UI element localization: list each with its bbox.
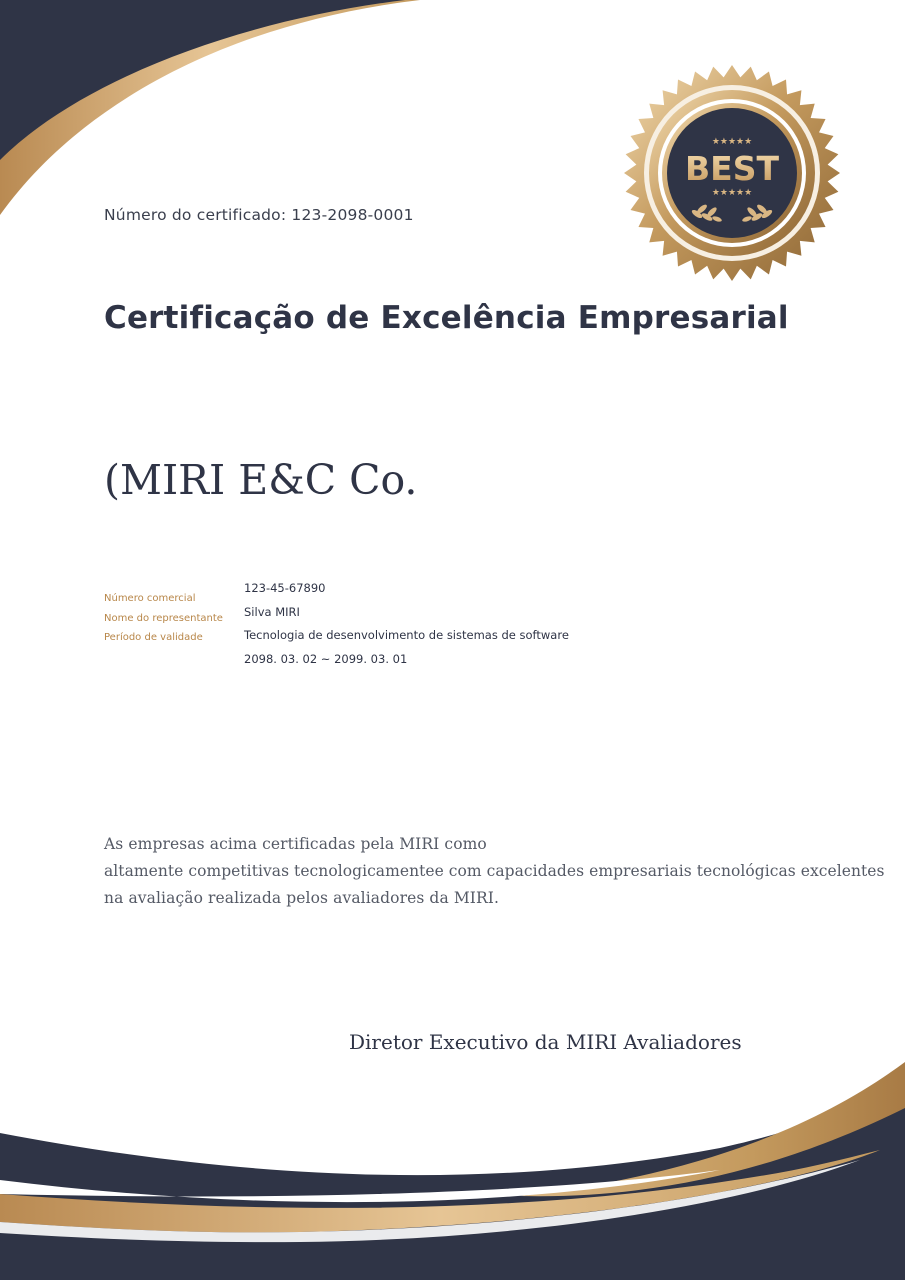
value-validity-dates: 2098. 03. 02 ~ 2099. 03. 01 [244,651,408,666]
label-validity-period: Período de validade [104,632,203,643]
value-business-field: Tecnologia de desenvolvimento de sistemas de software [244,628,569,642]
details-values [244,577,569,671]
description-line: altamente competitivas tecnologicamentee com capacidades empresariais tecnológicas excelentes [104,862,885,880]
value-commercial-number: 123-45-67890 [244,581,326,595]
certificate-title: Certificação de Excelência Empresarial [104,300,789,336]
label-commercial-number: Número comercial [104,593,196,604]
details-labels [104,589,223,648]
best-seal-badge [623,64,841,282]
seal-text: BEST [685,149,779,188]
seal-stars-bottom: ★★★★★ [711,188,753,198]
company-name: (MIRI E&C Co. [104,456,418,504]
label-representative-name: Nome do representante [104,612,223,624]
certificate-description [104,831,885,912]
certificate-number: Número do certificado: 123-2098-0001 [104,206,414,224]
description-line: na avaliação realizada pelos avaliadores da MIRI. [104,889,500,907]
description-line: As empresas acima certificadas pela MIRI como [104,835,487,853]
signature-line: Diretor Executivo da MIRI Avaliadores [349,1030,742,1054]
seal-stars-top: ★★★★★ [711,137,753,147]
value-representative-name: Silva MIRI [244,604,300,619]
